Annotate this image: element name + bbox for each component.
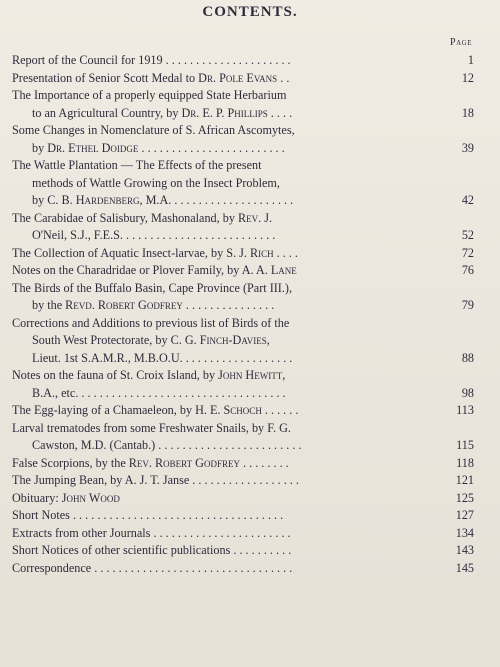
toc-line-text: Cawston, M.D. (Cantab.) . . . . . . . . . . . . . . . . . . . . . . . . xyxy=(32,438,302,452)
author-name: John Hewitt xyxy=(218,368,283,382)
toc-entry xyxy=(12,157,474,210)
toc-page-number: 18 xyxy=(461,105,474,120)
author-name: Revd. Robert Godfrey xyxy=(65,298,183,312)
toc-entry-title xyxy=(12,70,444,88)
toc-entry-title xyxy=(12,472,444,490)
toc-line-text: methods of Wattle Growing on the Insect Problem, xyxy=(32,175,280,190)
toc-entry-title xyxy=(12,490,444,508)
toc-entry-title xyxy=(12,420,444,455)
toc-entry xyxy=(12,52,474,70)
toc-entry-line xyxy=(12,385,444,403)
toc-entry-line xyxy=(12,262,444,280)
toc-line-text: . . . . . . . . xyxy=(239,455,289,470)
toc-entry xyxy=(12,472,474,490)
toc-entry xyxy=(12,70,474,88)
toc-entry xyxy=(12,367,474,402)
toc-entry-title xyxy=(12,210,444,245)
toc-line-text: South West Protectorate, by C. G. xyxy=(32,333,200,347)
toc-entry-line xyxy=(12,350,444,368)
toc-line-text: False Scorpions, by the xyxy=(12,455,129,470)
toc-entry xyxy=(12,420,474,455)
toc-line-text: The Importance of a properly equipped State Herbarium xyxy=(12,88,287,102)
toc-entry-line xyxy=(12,140,444,158)
toc-entry-title xyxy=(12,52,444,70)
toc-line-text: by C. B. xyxy=(32,193,76,207)
toc-entry-line xyxy=(12,157,444,175)
toc-entry xyxy=(12,122,474,157)
toc-page-number: 76 xyxy=(461,263,474,277)
toc-line-text: Lieut. 1st S.A.M.R., M.B.O.U. . . . . . . . . . . . . . . . . . . xyxy=(32,350,293,365)
toc-entry-line xyxy=(12,332,444,350)
toc-line-text: . . . . . . xyxy=(261,403,299,417)
author-name: Hardenberg xyxy=(75,193,140,207)
toc-line-text: The Egg-laying of a Chamaeleon, by H. E. xyxy=(12,403,224,417)
toc-entry-title xyxy=(12,262,444,280)
toc-line-text: Corrections and Additions to previous list of Birds of the xyxy=(12,315,290,330)
toc-line-text: . . . . . . . . . . . . . . . . . . . . . . . . xyxy=(138,140,285,155)
toc-entry-title xyxy=(12,525,444,543)
toc-entry-line xyxy=(12,87,444,105)
toc-line-text: B.A., etc. . . . . . . . . . . . . . . . . . . . . . . . . . . . . . . . . . . xyxy=(32,385,286,400)
toc-line-text: Report of the Council for 1919 . . . . . . . . . . . . . . . . . . . . . xyxy=(12,53,291,67)
toc-entry xyxy=(12,262,474,280)
toc-entry-title xyxy=(12,157,444,210)
toc-entry-line xyxy=(12,472,444,490)
author-name: Finch-Davies xyxy=(199,333,267,347)
toc-entry-line xyxy=(12,245,444,263)
toc-line-text: Extracts from other Journals . . . . . . . . . . . . . . . . . . . . . . . xyxy=(12,525,291,540)
toc-entry xyxy=(12,280,474,315)
toc-entry xyxy=(12,490,474,508)
toc-entry-line xyxy=(12,560,444,578)
toc-entry-line xyxy=(12,402,444,420)
toc-entry-line xyxy=(12,210,444,228)
toc-page-number: 118 xyxy=(456,455,474,470)
toc-entry-line xyxy=(12,105,444,123)
toc-line-text: by the xyxy=(32,298,66,312)
toc-entry-line xyxy=(12,525,444,543)
toc-entry xyxy=(12,245,474,263)
toc-entry xyxy=(12,542,474,560)
toc-line-text: The Wattle Plantation — The Effects of the present xyxy=(12,158,262,172)
toc-entry-title xyxy=(12,315,444,368)
toc-entry-line xyxy=(12,542,444,560)
toc-entry-line xyxy=(12,455,444,473)
toc-entry-line xyxy=(12,297,444,315)
toc-page-number: 125 xyxy=(455,490,474,505)
toc-entry-line xyxy=(12,192,444,210)
toc-line-text: Correspondence . . . . . . . . . . . . . . . . . . . . . . . . . . . . . . . . . xyxy=(12,560,293,575)
toc-entry-line xyxy=(12,175,444,193)
author-name: Dr. E. P. Phillips xyxy=(181,105,268,120)
toc-entry-line xyxy=(12,490,444,508)
toc-entry-line xyxy=(12,367,444,385)
toc-entry-title xyxy=(12,87,444,122)
toc-page-number: 115 xyxy=(456,438,474,452)
toc-line-text: . . . . xyxy=(273,245,298,260)
toc-entry-line xyxy=(12,122,444,140)
toc-entry-line xyxy=(12,315,444,333)
toc-line-text: to an Agricultural Country, by xyxy=(32,105,182,120)
page-column-label: Page xyxy=(450,37,472,48)
toc-entry-title xyxy=(12,367,444,402)
toc-entry xyxy=(12,525,474,543)
toc-line-text: Short Notices of other scientific publications . . . . . . . . . . xyxy=(12,543,292,557)
toc-line-text: , M.A. . . . . . . . . . . . . . . . . . . . . xyxy=(139,193,294,207)
author-name: Dr. Ethel Doidge xyxy=(47,140,139,155)
toc-page-number: 134 xyxy=(455,525,474,540)
toc-entry-title xyxy=(12,560,444,578)
toc-entry-line xyxy=(12,420,444,438)
toc-entry-title xyxy=(12,280,444,315)
toc-line-text: . . . . . . . . . . . . . . . xyxy=(182,298,275,312)
toc-entry-line xyxy=(12,52,444,70)
toc-page-number: 143 xyxy=(455,543,474,557)
toc-line-text: The Collection of Aquatic Insect-larvae, by S. J. xyxy=(12,245,250,260)
toc-page-number: 98 xyxy=(461,385,474,400)
toc-entry xyxy=(12,315,474,368)
author-name: Dr. Pole Evans xyxy=(198,70,278,85)
toc-line-text: Notes on the fauna of St. Croix Island, by xyxy=(12,368,219,382)
toc-line-text: Larval trematodes from some Freshwater Snails, by F. G. xyxy=(12,420,291,435)
toc-page-number: 127 xyxy=(455,508,474,522)
toc-line-text: Some Changes in Nomenclature of S. African Ascomytes, xyxy=(12,123,295,137)
toc-line-text: The Carabidae of Salisbury, Mashonaland, by xyxy=(12,210,238,225)
toc-entry-title xyxy=(12,122,444,157)
author-name: Rev. Robert Godfrey xyxy=(128,455,240,470)
toc-page-number: 12 xyxy=(461,70,474,85)
toc-line-text: Short Notes . . . . . . . . . . . . . . . . . . . . . . . . . . . . . . . . . . . xyxy=(12,508,284,522)
toc-page-number: 79 xyxy=(461,298,474,312)
toc-page-number: 52 xyxy=(461,228,474,242)
author-name: Schoch xyxy=(223,403,262,417)
author-name: John Wood xyxy=(61,490,120,505)
toc-page-number: 72 xyxy=(461,245,474,260)
toc-page-number: 145 xyxy=(455,560,474,575)
toc-entry-title xyxy=(12,402,444,420)
toc-entry-title xyxy=(12,507,444,525)
toc-entry-line xyxy=(12,280,444,298)
toc-line-text: . . xyxy=(277,70,290,85)
toc-entry xyxy=(12,87,474,122)
author-name: Rich xyxy=(249,245,274,260)
toc-entry-title xyxy=(12,542,444,560)
toc-line-text: The Birds of the Buffalo Basin, Cape Province (Part III.), xyxy=(12,280,293,295)
toc-line-text: , xyxy=(282,368,286,382)
toc-entry xyxy=(12,210,474,245)
toc-page-number: 39 xyxy=(461,140,474,155)
toc-page-number: 1 xyxy=(467,53,474,67)
toc-page-number: 42 xyxy=(461,193,474,207)
toc-entry-title xyxy=(12,245,444,263)
toc-entry-line xyxy=(12,437,444,455)
toc-entry xyxy=(12,507,474,525)
toc-page-number: 121 xyxy=(455,473,474,487)
toc-entry-title xyxy=(12,455,444,473)
toc-line-text: The Jumping Bean, by A. J. T. Janse . . . . . . . . . . . . . . . . . . xyxy=(12,473,299,487)
toc-line-text: Notes on the Charadridae or Plover Family, by A. A. xyxy=(12,263,271,277)
author-name: Rev. J. xyxy=(237,210,272,225)
toc-line-text: O'Neil, S.J., F.E.S. . . . . . . . . . . . . . . . . . . . . . . . . . xyxy=(32,228,276,242)
toc-page-number: 113 xyxy=(456,403,474,417)
table-of-contents xyxy=(12,52,474,577)
toc-page-number: 88 xyxy=(461,350,474,365)
toc-entry-line xyxy=(12,227,444,245)
author-name: Lane xyxy=(270,263,297,277)
toc-entry xyxy=(12,402,474,420)
contents-heading: CONTENTS. xyxy=(202,4,298,20)
toc-entry-line xyxy=(12,507,444,525)
toc-line-text: Obituary: xyxy=(12,490,62,505)
toc-line-text: by xyxy=(32,140,48,155)
toc-entry-line xyxy=(12,70,444,88)
toc-line-text: . . . . xyxy=(267,105,293,120)
toc-entry xyxy=(12,455,474,473)
toc-line-text: , xyxy=(266,333,270,347)
toc-line-text: Presentation of Senior Scott Medal to xyxy=(12,70,199,85)
toc-entry xyxy=(12,560,474,578)
